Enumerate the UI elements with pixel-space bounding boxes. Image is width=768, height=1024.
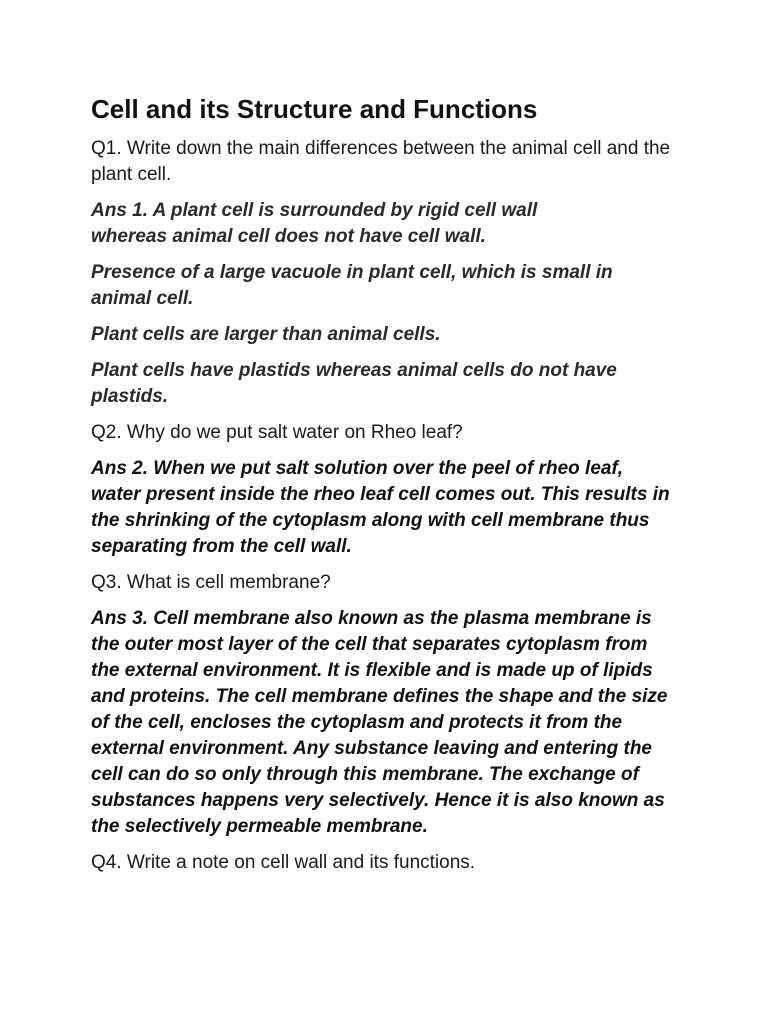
answer-1-point-1: Ans 1. A plant cell is surrounded by rigid cell wall whereas animal cell does not have cell wall. <box>91 200 538 247</box>
question-3: Q3. What is cell membrane? <box>91 572 331 593</box>
document-page <box>91 92 691 886</box>
question-2: Q2. Why do we put salt water on Rheo leaf? <box>91 422 463 443</box>
answer-2: Ans 2. When we put salt solution over the peel of rheo leaf, water present inside the rheo leaf cell comes out. This results in the shrinking of the cytoplasm along with cell membrane thus separating from the cell wall. <box>91 458 670 557</box>
question-4: Q4. Write a note on cell wall and its functions. <box>91 852 476 873</box>
answer-1-point-3: Plant cells are larger than animal cells. <box>91 324 441 345</box>
document-title: Cell and its Structure and Functions <box>91 94 538 124</box>
question-1: Q1. Write down the main differences between the animal cell and the plant cell. <box>91 138 671 185</box>
answer-3: Ans 3. Cell membrane also known as the plasma membrane is the outer most layer of the cell that separates cytoplasm from the external environment. It is flexible and is made up of lipids and proteins. The cell membrane defines the shape and the size of the cell, encloses the cytoplasm and protects it from the external environment. Any substance leaving and entering the cell can do so only through this membrane. The exchange of substances happens very selectively. Hence it is also known as the selectively permeable membrane. <box>91 608 668 837</box>
answer-1-point-2: Presence of a large vacuole in plant cell, which is small in animal cell. <box>91 262 613 309</box>
answer-1-point-4: Plant cells have plastids whereas animal cells do not have plastids. <box>91 360 617 407</box>
